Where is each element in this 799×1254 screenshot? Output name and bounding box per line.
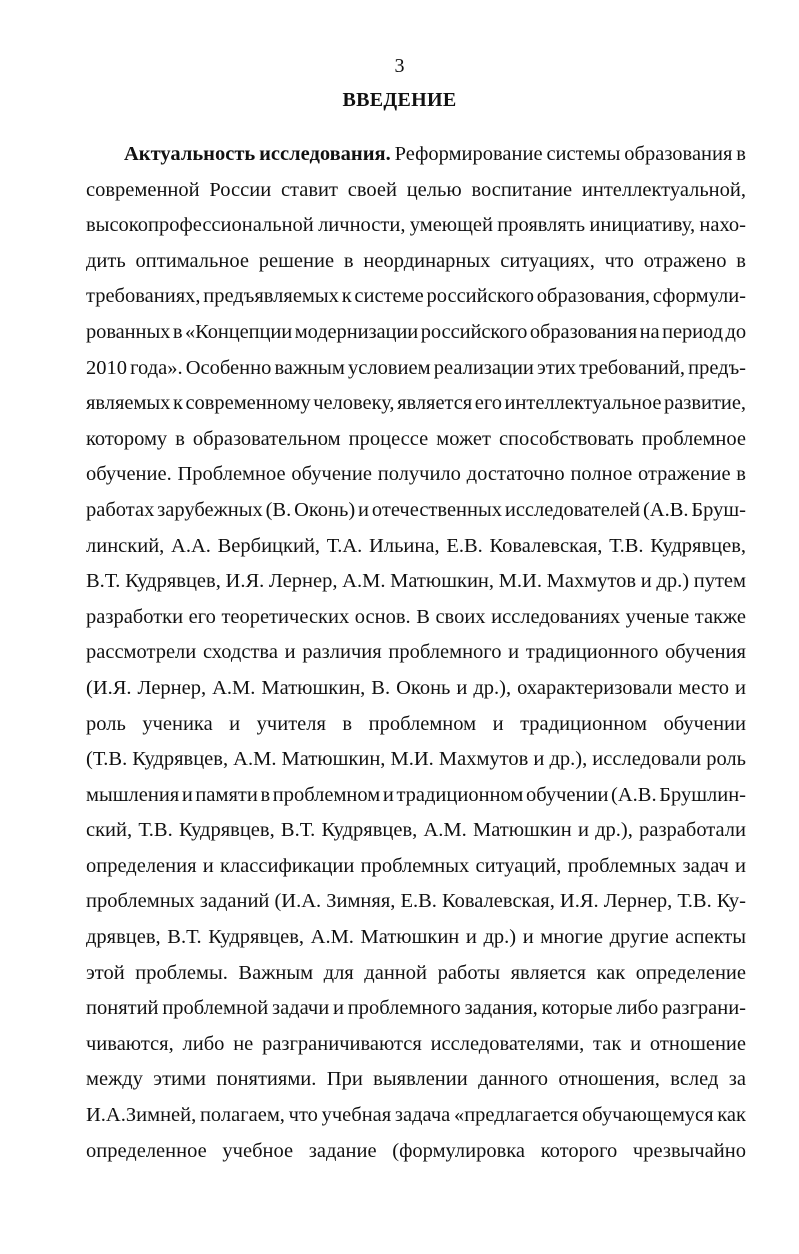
text-line: (Т.В. Кудрявцев, А.М. Матюшкин, М.И. Махмутов и др.), исследовали роль — [86, 748, 746, 771]
text-line: разработки его теоретических основ. В своих исследованиях ученые также — [86, 605, 746, 628]
text-line: проблемных заданий (И.А. Зимняя, Е.В. Ковалевская, И.Я. Лернер, Т.В. Ку- — [86, 890, 746, 913]
text-line: современной России ставит своей целью воспитание интеллектуальной, — [86, 178, 746, 201]
text-line: И.А.Зимней, полагаем, что учебная задача «предлагается обучающемуся как — [86, 1104, 746, 1127]
text-line: определенное учебное задание (формулировка которого чрезвычайно — [86, 1139, 746, 1162]
text-line: В.Т. Кудрявцев, И.Я. Лернер, А.М. Матюшкин, М.И. Махмутов и др.) путем — [86, 570, 746, 593]
text-line: чиваются, либо не разграничиваются исследователями, так и отношение — [86, 1032, 746, 1055]
text-line: дить оптимальное решение в неординарных ситуациях, что отражено в — [86, 249, 746, 272]
text-line: роль ученика и учителя в проблемном и традиционном обучении — [86, 712, 746, 735]
section-heading: ВВЕДЕНИЕ — [342, 89, 457, 111]
text-line: требованиях, предъявляемых к системе российского образования, сформули- — [86, 285, 746, 308]
text-line: высокопрофессиональной личности, умеющей проявлять инициативу, нахо- — [86, 214, 746, 237]
paragraph-first-line-rest: Реформирование системы образования в — [390, 143, 746, 165]
body-paragraph — [86, 137, 746, 1169]
text-line: между этими понятиями. При выявлении данного отношения, вслед за — [86, 1068, 746, 1091]
text-line: мышления и памяти в проблемном и традиционном обучении (А.В. Брушлин- — [86, 783, 746, 806]
text-line: рованных в «Концепции модернизации российского образования на период до — [86, 320, 746, 343]
text-line: 2010 года». Особенно важным условием реализации этих требований, предъ- — [86, 356, 746, 379]
text-line: линский, А.А. Вербицкий, Т.А. Ильина, Е.В. Ковалевская, Т.В. Кудрявцев, — [86, 534, 746, 557]
text-line: рассмотрели сходства и различия проблемного и традиционного обучения — [86, 641, 746, 664]
text-line: являемых к современному человеку, является его интеллектуальное развитие, — [86, 392, 746, 415]
text-line: понятий проблемной задачи и проблемного задания, которые либо разграни- — [86, 997, 746, 1020]
page-number: 3 — [394, 55, 405, 77]
text-line: которому в образовательном процессе может способствовать проблемное — [86, 427, 746, 450]
paragraph-lead: Актуальность исследования. — [124, 143, 391, 165]
text-line: обучение. Проблемное обучение получило достаточно полное отражение в — [86, 463, 746, 486]
text-line: (И.Я. Лернер, А.М. Матюшкин, В. Оконь и др.), охарактеризовали место и — [86, 676, 746, 699]
text-line: работах зарубежных (В. Оконь) и отечественных исследователей (А.В. Бруш- — [86, 498, 746, 521]
text-line: дрявцев, В.Т. Кудрявцев, А.М. Матюшкин и др.) и многие другие аспекты — [86, 926, 746, 949]
paragraph-first-line — [86, 137, 746, 173]
text-line: ский, Т.В. Кудрявцев, В.Т. Кудрявцев, А.М. Матюшкин и др.), разработали — [86, 819, 746, 842]
text-line: определения и классификации проблемных ситуаций, проблемных задач и — [86, 854, 746, 877]
text-line: этой проблемы. Важным для данной работы является как определение — [86, 961, 746, 984]
